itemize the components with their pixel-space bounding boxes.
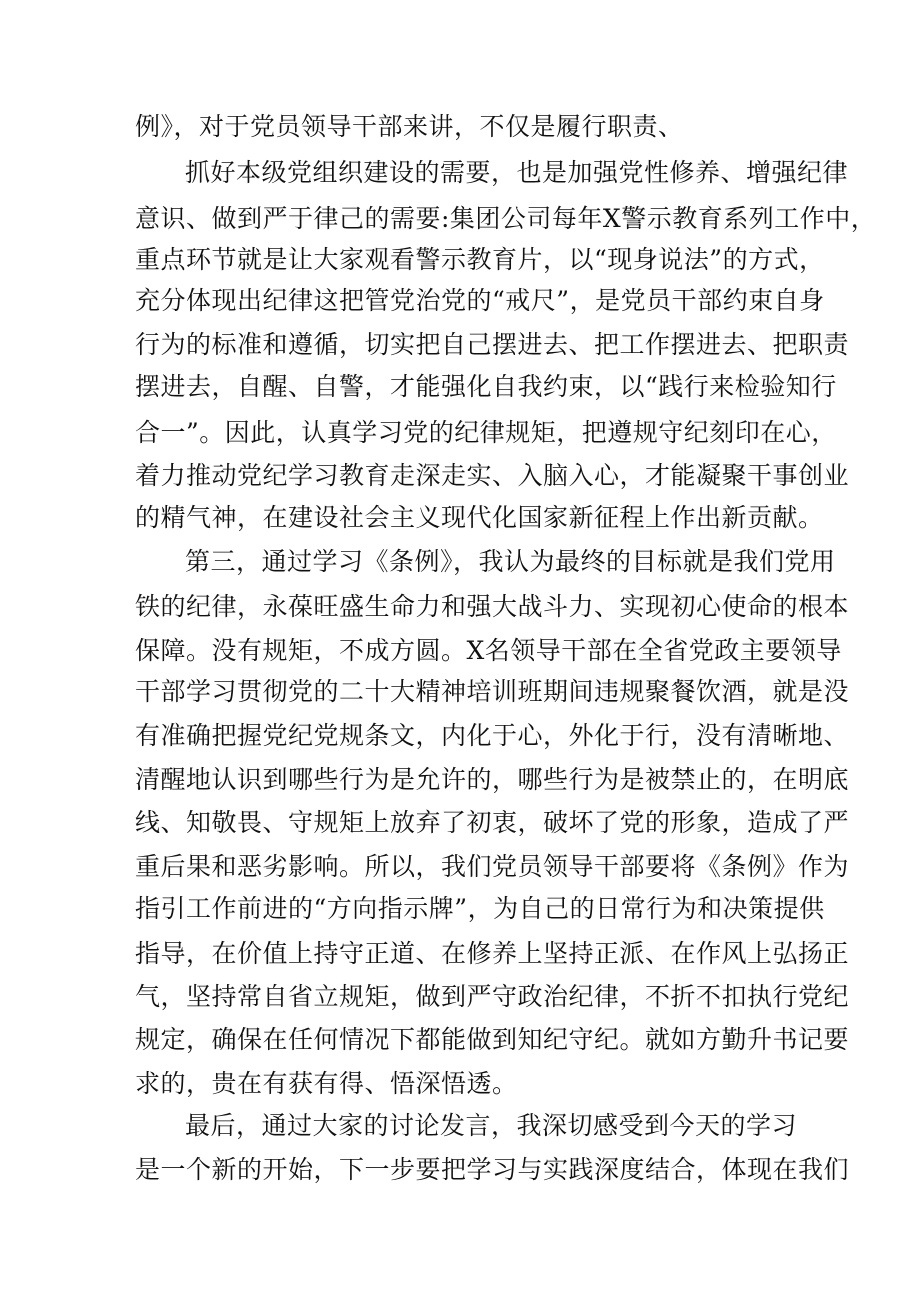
text-line-16: 清醒地认识到哪些行为是允许的，哪些行为是被禁止的，在明底 [135, 765, 850, 794]
text-line-12: 铁的纪律，永葆旺盛生命力和强大战斗力、实现初心使命的根本 [135, 592, 850, 621]
text-line-5: 充分体现出纪律这把管党治党的“戒尺”，是党员干部约束自身 [135, 286, 825, 315]
text-line-6: 行为的标准和遵循，切实把自己摆进去、把工作摆进去、把职责 [135, 330, 850, 359]
text-line-24: 最后，通过大家的讨论发言，我深切感受到今天的学习 [185, 1111, 798, 1140]
text-line-9: 着力推动党纪学习教育走深走实、入脑入心，才能凝聚干事创业 [135, 461, 850, 490]
text-line-1: 例》，对于党员领导干部来讲，不仅是履行职责、 [135, 112, 684, 141]
text-line-20: 指导，在价值上持守正道、在修养上坚持正派、在作风上弘扬正 [135, 939, 850, 968]
text-line-14: 干部学习贯彻党的二十大精神培训班期间违规聚餐饮酒，就是没 [135, 677, 850, 706]
text-line-15: 有准确把握党纪党规条文，内化于心，外化于行，没有清晰地、 [135, 721, 850, 750]
text-line-25: 是一个新的开始，下一步要把学习与实践深度结合，体现在我们 [135, 1155, 850, 1184]
text-line-18: 重后果和恶劣影响。所以，我们党员领导干部要将《条例》作为 [135, 852, 850, 881]
text-line-13: 保障。没有规矩，不成方圆。X名领导干部在全省党政主要领导 [135, 636, 842, 665]
text-line-3: 意识、做到严于律己的需要:集团公司每年X警示教育系列工作中， [135, 204, 877, 233]
text-line-21: 气，坚持常自省立规矩，做到严守政治纪律，不折不扣执行党纪 [135, 982, 850, 1011]
text-line-22: 规定，确保在任何情况下都能做到知纪守纪。就如方勤升书记要 [135, 1025, 850, 1054]
text-line-19: 指引工作前进的“方向指示牌”，为自己的日常行为和决策提供 [135, 894, 825, 923]
text-line-4: 重点环节就是让大家观看警示教育片，以“现身说法”的方式， [135, 245, 825, 274]
text-line-23: 求的，贵在有获有得、悟深悟透。 [135, 1069, 518, 1098]
text-line-11: 第三，通过学习《条例》，我认为最终的目标就是我们党用 [185, 547, 836, 576]
text-line-17: 线、知敬畏、守规矩上放弃了初衷，破坏了党的形象，造成了严 [135, 808, 850, 837]
text-line-7: 摆进去，自醒、自警，才能强化自我约束，以“践行来检验知行 [135, 372, 837, 401]
text-line-10: 的精气神，在建设社会主义现代化国家新征程上作出新贡献。 [135, 503, 824, 532]
text-line-8: 合一”。因此，认真学习党的纪律规矩，把遵规守纪刻印在心， [135, 418, 837, 447]
text-line-2: 抓好本级党组织建设的需要，也是加强党性修养、增强纪律 [185, 158, 849, 187]
